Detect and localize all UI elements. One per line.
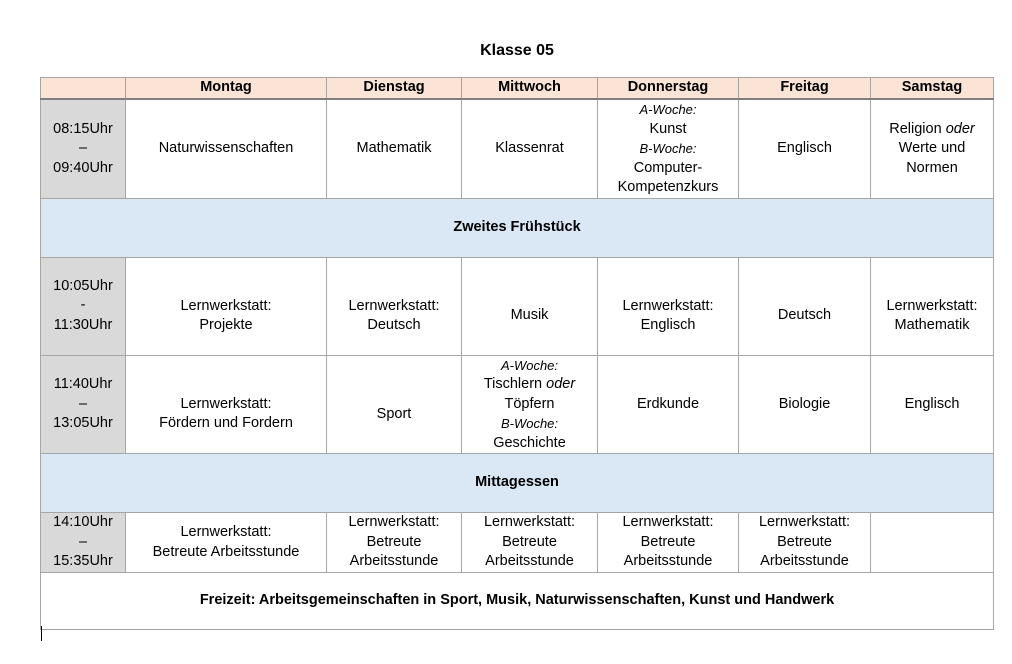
cell-montag-3: Lernwerkstatt: Fördern und Fordern xyxy=(126,355,327,454)
cell-donnerstag-2: Lernwerkstatt: Englisch xyxy=(598,257,739,355)
break-fruehstueck: Zweites Frühstück xyxy=(41,198,994,257)
cell-dienstag-2: Lernwerkstatt: Deutsch xyxy=(327,257,462,355)
slot-row-1 xyxy=(41,99,994,198)
cell-freitag-1: Englisch xyxy=(739,99,871,198)
cell-samstag-2: Lernwerkstatt: Mathematik xyxy=(871,257,994,355)
cell-dienstag-1: Mathematik xyxy=(327,99,462,198)
cell-dienstag-4: Lernwerkstatt: Betreute Arbeitsstunde xyxy=(327,513,462,573)
freetime-cell: Freizeit: Arbeitsgemeinschaften in Sport, Musik, Naturwissenschaften, Kunst und Handwerk xyxy=(41,573,994,630)
header-samstag: Samstag xyxy=(871,78,994,100)
time-cell-2: 10:05Uhr - 11:30Uhr xyxy=(41,257,126,355)
cell-donnerstag-3: Erdkunde xyxy=(598,355,739,454)
cell-mittwoch-2: Musik xyxy=(462,257,598,355)
cell-donnerstag-4: Lernwerkstatt: Betreute Arbeitsstunde xyxy=(598,513,739,573)
freetime-row xyxy=(41,573,994,630)
cell-mittwoch-1: Klassenrat xyxy=(462,99,598,198)
cell-mittwoch-3: A-Woche: Tischlern oder Töpfern B-Woche: Geschichte xyxy=(462,355,598,454)
cell-donnerstag-1: A-Woche: Kunst B-Woche: Computer- Kompetenzkurs xyxy=(598,99,739,198)
cell-dienstag-3: Sport xyxy=(327,355,462,454)
header-freitag: Freitag xyxy=(739,78,871,100)
time-cell-1: 08:15Uhr – 09:40Uhr xyxy=(41,99,126,198)
cell-freitag-3: Biologie xyxy=(739,355,871,454)
text-cursor xyxy=(41,626,42,641)
header-mittwoch: Mittwoch xyxy=(462,78,598,100)
time-cell-3: 11:40Uhr – 13:05Uhr xyxy=(41,355,126,454)
cell-montag-2: Lernwerkstatt: Projekte xyxy=(126,257,327,355)
header-donnerstag: Donnerstag xyxy=(598,78,739,100)
cell-freitag-2: Deutsch xyxy=(739,257,871,355)
header-row xyxy=(41,78,994,100)
cell-samstag-1: Religion oder Werte und Normen xyxy=(871,99,994,198)
timetable xyxy=(40,77,994,630)
break-row-2 xyxy=(41,454,994,513)
cell-mittwoch-4: Lernwerkstatt: Betreute Arbeitsstunde xyxy=(462,513,598,573)
break-row-1 xyxy=(41,198,994,257)
slot-row-3 xyxy=(41,355,994,454)
header-montag: Montag xyxy=(126,78,327,100)
cell-samstag-4 xyxy=(871,513,994,573)
time-cell-4: 14:10Uhr – 15:35Uhr xyxy=(41,513,126,573)
slot-row-2 xyxy=(41,257,994,355)
cell-montag-1: Naturwissenschaften xyxy=(126,99,327,198)
header-corner xyxy=(41,78,126,100)
header-dienstag: Dienstag xyxy=(327,78,462,100)
break-mittagessen: Mittagessen xyxy=(41,454,994,513)
document-title: Klasse 05 xyxy=(480,42,554,59)
cell-freitag-4: Lernwerkstatt: Betreute Arbeitsstunde xyxy=(739,513,871,573)
cell-samstag-3: Englisch xyxy=(871,355,994,454)
cell-montag-4: Lernwerkstatt: Betreute Arbeitsstunde xyxy=(126,513,327,573)
slot-row-4 xyxy=(41,513,994,573)
